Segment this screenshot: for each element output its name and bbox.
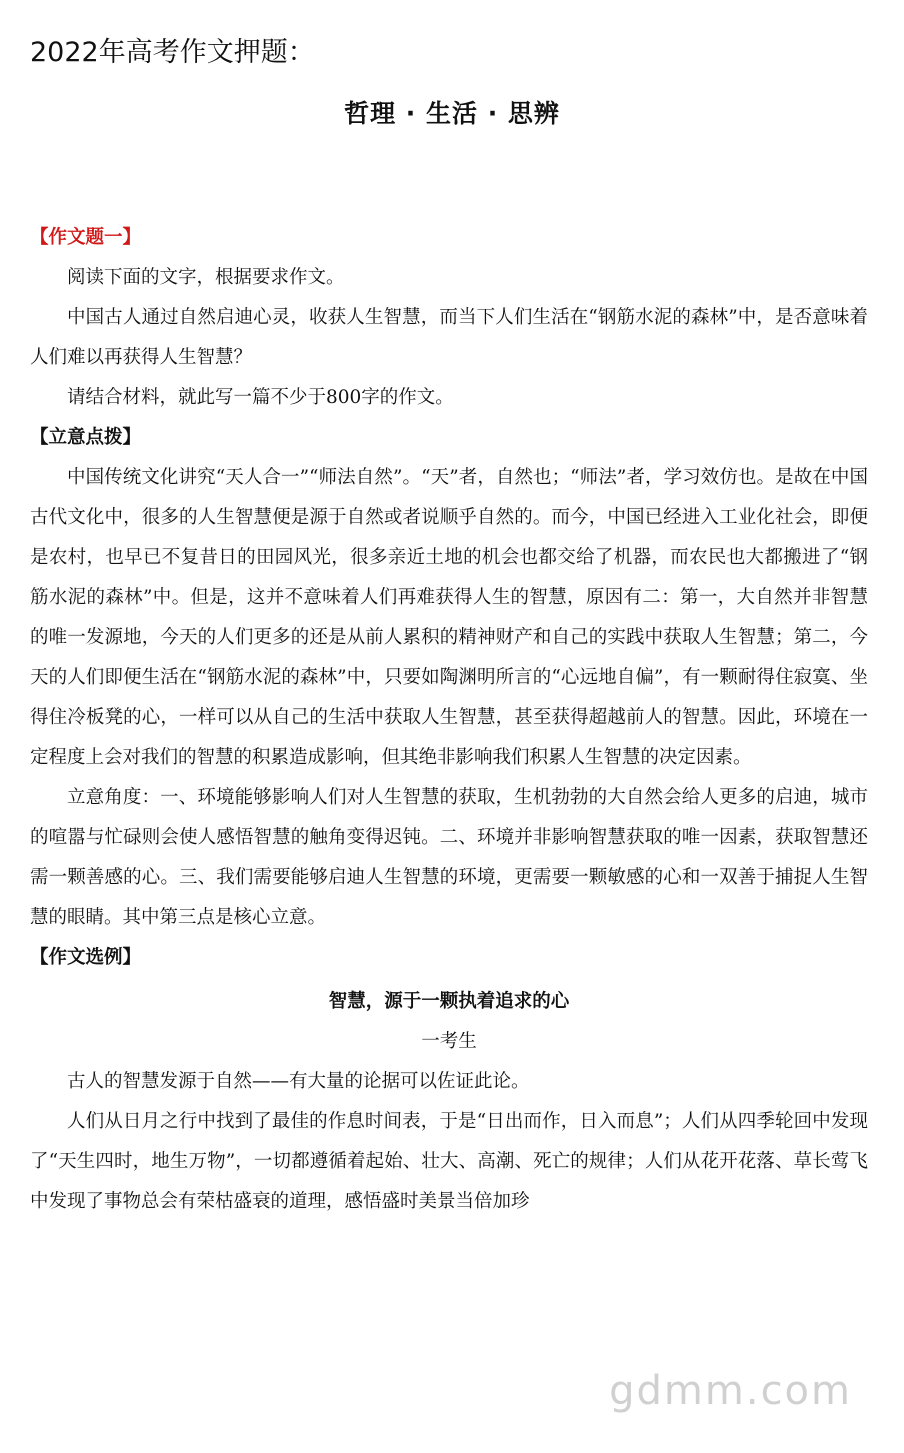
document-body	[30, 218, 868, 1222]
essay-title: 智慧，源于一颗执着追求的心	[328, 991, 570, 1012]
essay-author: 一考生	[421, 1031, 477, 1052]
guidance-analysis: 中国传统文化讲究“天人合一”“师法自然”。“天”者，自然也；“师法”者，学习效仿也。是故在中国古代文化中，很多的人生智慧便是源于自然或者说顺乎自然的。而今，中国已经进入工业化社会，即便是农村，也早已不复昔日的田园风光，很多亲近土地的机会也都交给了机器，而农民也大都搬进了“钢筋水泥的森林”中。但是，这并不意味着人们再难获得人生的智慧，原因有二：第一，大自然并非智慧的唯一发源地，今天的人们更多的还是从前人累积的精神财产和自己的实践中获取人生智慧；第二，今天的人们即便生活在“钢筋水泥的森林”中，只要如陶渊明所言的“心远地自偏”，有一颗耐得住寂寞、坐得住冷板凳的心，一样可以从自己的生活中获取人生智慧，甚至获得超越前人的智慧。因此，环境在一定程度上会对我们的智慧的积累造成影响，但其绝非影响我们积累人生智慧的决定因素。	[30, 467, 868, 768]
topic1-material: 中国古人通过自然启迪心灵，收获人生智慧，而当下人们生活在“钢筋水泥的森林”中，是否意味着人们难以再获得人生智慧？	[30, 307, 868, 368]
guidance-heading: 【立意点拨】	[30, 427, 142, 448]
example-heading: 【作文选例】	[30, 947, 142, 968]
topic1-heading: 【作文题一】	[30, 227, 142, 248]
essay-paragraph-2: 人们从日月之行中找到了最佳的作息时间表，于是“日出而作，日入而息”；人们从四季轮回中发现了“天生四时，地生万物”，一切都遵循着起始、壮大、高潮、死亡的规律；人们从花开花落、草长莺飞中发现了事物总会有荣枯盛衰的道理，感悟盛时美景当倍加珍	[30, 1111, 868, 1212]
page-subtitle: 哲理 · 生活 · 思辨	[344, 99, 560, 128]
topic1-instruction: 阅读下面的文字，根据要求作文。	[67, 267, 345, 288]
page-title: 2022年高考作文押题：	[30, 37, 315, 68]
essay-paragraph-1: 古人的智慧发源于自然——有大量的论据可以佐证此论。	[67, 1071, 530, 1092]
watermark-logo: gdmm.com	[609, 1368, 852, 1414]
guidance-angles: 立意角度：一、环境能够影响人们对人生智慧的获取，生机勃勃的大自然会给人更多的启迪，城市的喧嚣与忙碌则会使人感悟智慧的触角变得迟钝。二、环境并非影响智慧获取的唯一因素，获取智慧还需一颗善感的心。三、我们需要能够启迪人生智慧的环境，更需要一颗敏感的心和一双善于捕捉人生智慧的眼睛。其中第三点是核心立意。	[30, 787, 868, 928]
topic1-requirement: 请结合材料，就此写一篇不少于800字的作文。	[67, 387, 454, 408]
